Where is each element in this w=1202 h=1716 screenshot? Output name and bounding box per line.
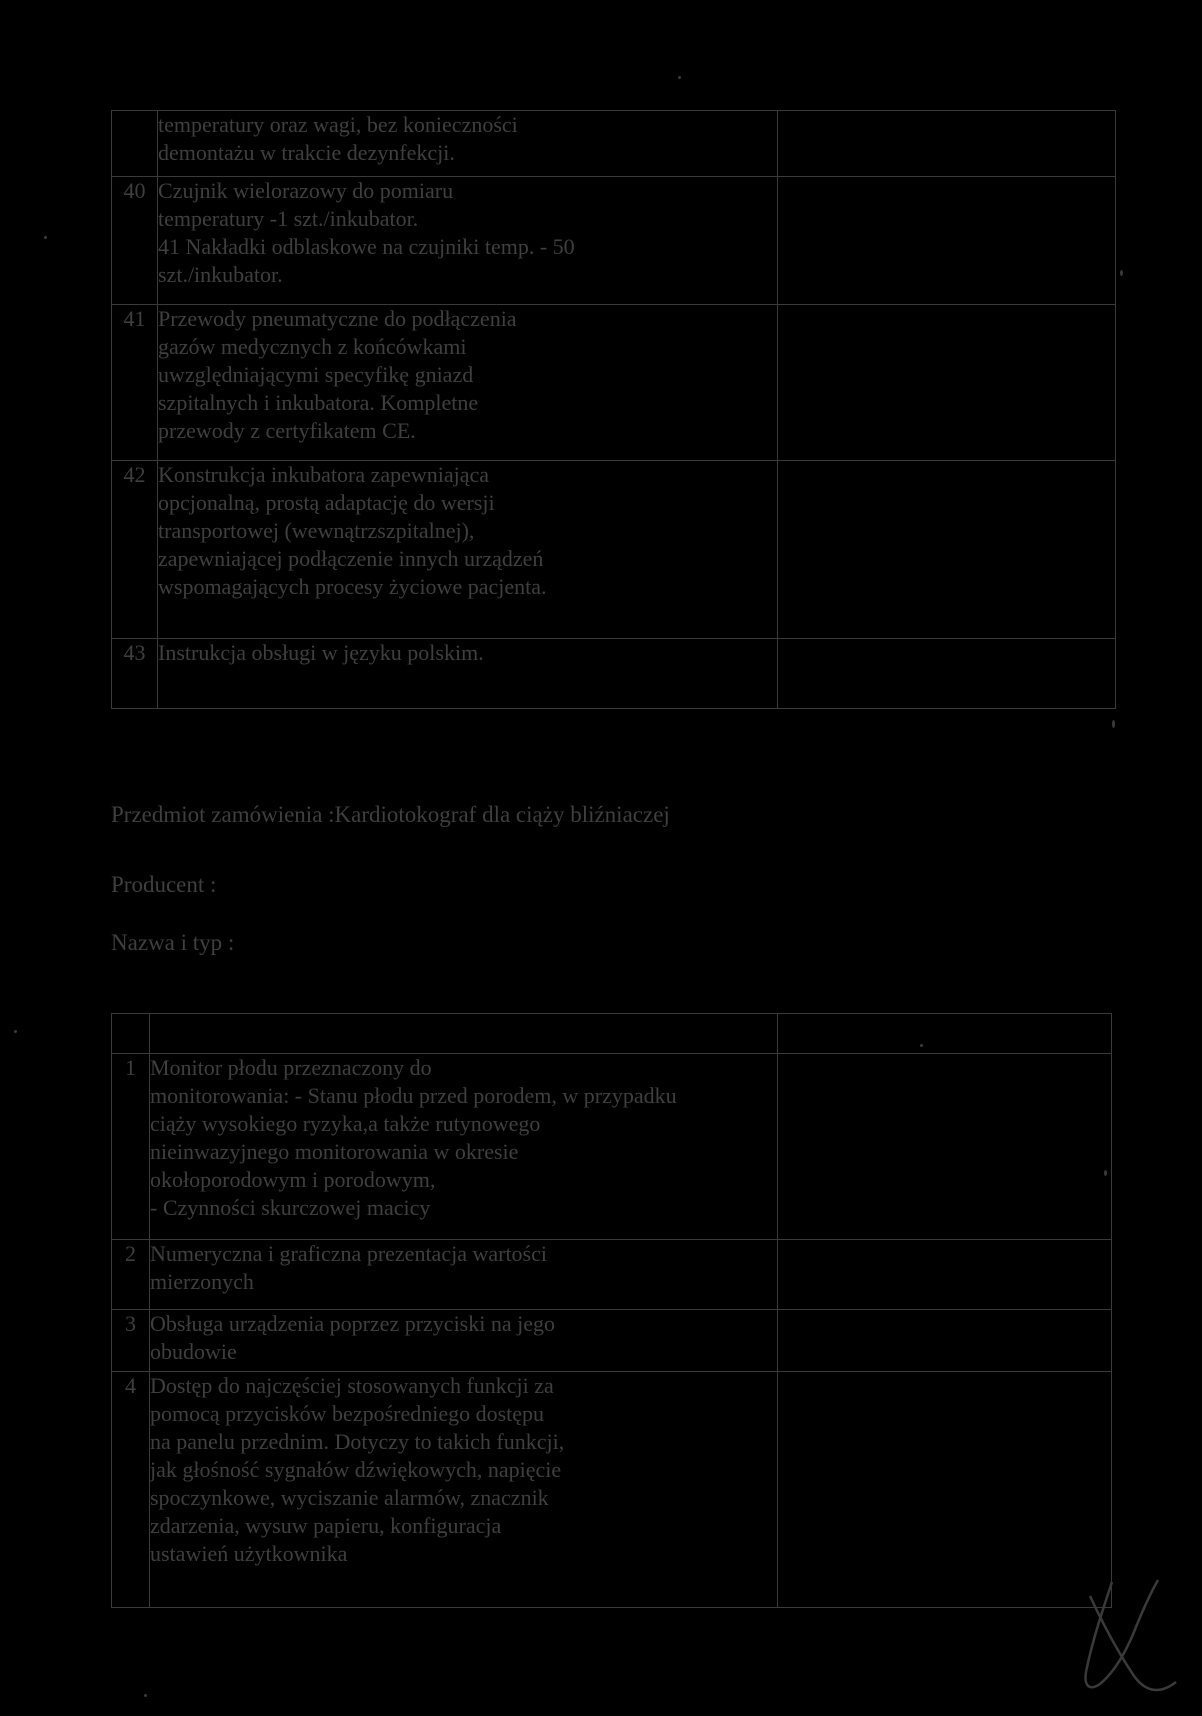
description-line: 41 Nakładki odblaskowe na czujniki temp. - 50 xyxy=(158,234,575,259)
row-description xyxy=(158,111,778,177)
description-line: okołoporodowym i porodowym, xyxy=(150,1167,436,1192)
description-line: monitorowania: - Stanu płodu przed porodem, w przypadku xyxy=(150,1083,677,1108)
description-line: opcjonalną, prostą adaptację do wersji xyxy=(158,490,495,515)
description-line: przewody z certyfikatem CE. xyxy=(158,418,416,443)
description-line: Przewody pneumatyczne do podłączenia xyxy=(158,306,517,331)
description-line: zapewniającej podłączenie innych urządzeń xyxy=(158,546,544,571)
row-description xyxy=(150,1310,778,1372)
spec-table-cardiotocograph xyxy=(111,1013,1112,1608)
description-line: - Czynności skurczowej macicy xyxy=(150,1195,431,1220)
description-line: Obsługa urządzenia poprzez przyciski na jego xyxy=(150,1311,555,1336)
description-line: Czujnik wielorazowy do pomiaru xyxy=(158,178,454,203)
row-description xyxy=(158,305,778,461)
table-row xyxy=(112,1240,1112,1310)
header-cell xyxy=(778,1014,1112,1054)
description-line: wspomagających procesy życiowe pacjenta. xyxy=(158,574,547,599)
signature-mark xyxy=(1072,1572,1182,1702)
offer-value-cell xyxy=(778,1054,1112,1240)
description-line: obudowie xyxy=(150,1339,237,1364)
row-description xyxy=(150,1240,778,1310)
description-line: Monitor płodu przeznaczony do xyxy=(150,1055,432,1080)
offer-value-cell xyxy=(778,461,1116,639)
row-description xyxy=(158,177,778,305)
producer-label: Producent : xyxy=(111,872,217,897)
description-line: jak głośność sygnałów dźwiękowych, napięcie xyxy=(150,1457,562,1482)
offer-value-cell xyxy=(778,639,1116,709)
description-line: ciąży wysokiego ryzyka,a także rutynowego xyxy=(150,1111,541,1136)
row-description xyxy=(150,1372,778,1608)
description-line: spoczynkowe, wyciszanie alarmów, znacznik xyxy=(150,1485,549,1510)
table-row xyxy=(112,639,1116,709)
row-number: 1 xyxy=(112,1054,150,1240)
scan-speck xyxy=(44,236,47,239)
description-line: nieinwazyjnego monitorowania w okresie xyxy=(150,1139,519,1164)
header-cell xyxy=(150,1014,778,1054)
scan-speck xyxy=(144,1694,147,1697)
description-line: pomocą przycisków bezpośredniego dostępu xyxy=(150,1401,545,1426)
offer-value-cell xyxy=(778,1240,1112,1310)
description-line: szpitalnych i inkubatora. Kompletne xyxy=(158,390,479,415)
table-row xyxy=(112,461,1116,639)
description-line: Numeryczna i graficzna prezentacja wartości xyxy=(150,1241,547,1266)
scan-speck xyxy=(1112,720,1115,728)
offer-value-cell xyxy=(778,177,1116,305)
offer-value-cell xyxy=(778,1372,1112,1608)
description-line: Instrukcja obsługi w języku polskim. xyxy=(158,640,484,665)
table-row xyxy=(112,1310,1112,1372)
row-number: 40 xyxy=(112,177,158,305)
offer-value-cell xyxy=(778,305,1116,461)
description-line: gazów medycznych z końcówkami xyxy=(158,334,467,359)
row-description xyxy=(150,1054,778,1240)
table-row xyxy=(112,177,1116,305)
offer-value-cell xyxy=(778,1310,1112,1372)
scan-speck xyxy=(1104,1170,1107,1176)
scan-speck xyxy=(678,76,681,79)
spec-table-incubator xyxy=(111,110,1116,709)
row-description xyxy=(158,461,778,639)
scan-speck xyxy=(1120,270,1123,276)
row-number: 3 xyxy=(112,1310,150,1372)
table-header-row xyxy=(112,1014,1112,1054)
header-cell xyxy=(112,1014,150,1054)
description-line: uwzględniającymi specyfikę gniazd xyxy=(158,362,474,387)
description-line: temperatury -1 szt./inkubator. xyxy=(158,206,419,231)
row-number: 42 xyxy=(112,461,158,639)
table-row xyxy=(112,1372,1112,1608)
table-row xyxy=(112,1054,1112,1240)
description-line: transportowej (wewnątrzszpitalnej), xyxy=(158,518,475,543)
row-number: 4 xyxy=(112,1372,150,1608)
scan-speck xyxy=(14,1030,17,1033)
row-number: 2 xyxy=(112,1240,150,1310)
table-row xyxy=(112,111,1116,177)
description-line: temperatury oraz wagi, bez konieczności xyxy=(158,112,518,137)
row-number: 41 xyxy=(112,305,158,461)
description-line: zdarzenia, wysuw papieru, konfiguracja xyxy=(150,1513,502,1538)
row-number xyxy=(112,111,158,177)
scan-speck xyxy=(920,1044,923,1047)
description-line: mierzonych xyxy=(150,1269,254,1294)
row-number: 43 xyxy=(112,639,158,709)
offer-value-cell xyxy=(778,111,1116,177)
description-line: na panelu przednim. Dotyczy to takich funkcji, xyxy=(150,1429,565,1454)
description-line: Konstrukcja inkubatora zapewniająca xyxy=(158,462,490,487)
row-description xyxy=(158,639,778,709)
name-type-label: Nazwa i typ : xyxy=(111,930,235,955)
description-line: szt./inkubator. xyxy=(158,262,283,287)
table-row xyxy=(112,305,1116,461)
description-line: ustawień użytkownika xyxy=(150,1541,348,1566)
description-line: Dostęp do najczęściej stosowanych funkcji za xyxy=(150,1373,554,1398)
order-subject-heading: Przedmiot zamówienia :Kardiotokograf dla ciąży bliźniaczej xyxy=(111,802,670,827)
description-line: demontażu w trakcie dezynfekcji. xyxy=(158,140,455,165)
